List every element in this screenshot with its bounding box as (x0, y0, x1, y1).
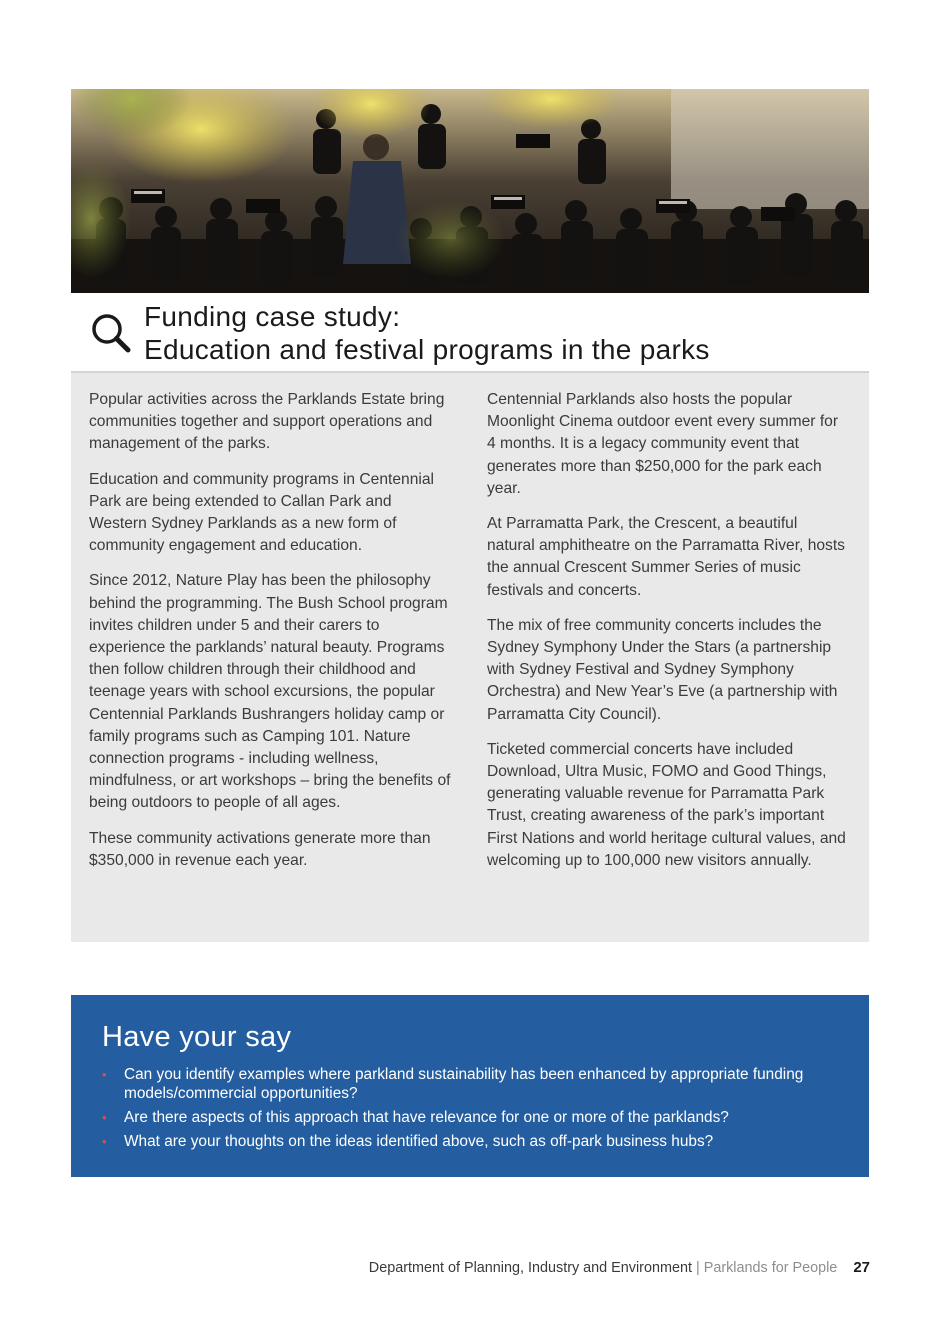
have-your-say-title: Have your say (102, 1021, 292, 1053)
question-list (102, 1065, 842, 1156)
orchestra-photo (71, 89, 869, 293)
question-text: Can you identify examples where parkland sustainability has been enhanced by appropriate funding models/commercial opportunities? (124, 1066, 804, 1102)
paragraph: These community activations generate more than $350,000 in revenue each year. (89, 829, 431, 869)
question-item (102, 1065, 842, 1103)
page-footer (369, 1259, 870, 1276)
question-item (102, 1108, 842, 1127)
footer-separator: | (695, 1260, 700, 1276)
case-study-panel (71, 371, 869, 942)
bullet-icon: • (102, 1067, 107, 1082)
heading-line-1: Funding case study: (144, 301, 401, 332)
paragraph: Ticketed commercial concerts have included Download, Ultra Music, FOMO and Good Things, generating valuable revenue for Parramatta Park Trust, creating awareness of the park’s important First Nations and world heritage cultural values, and welcoming up to 100,000 new visitors annually. (487, 740, 846, 869)
paragraph: Education and community programs in Centennial Park are being extended to Callan Park and Western Sydney Parklands as a new form of community engagement and education. (89, 470, 434, 555)
paragraph: The mix of free community concerts includes the Sydney Symphony Under the Stars (a partnership with Sydney Festival and Sydney Symphony Orchestra) and New Year’s Eve (a partnership with Parramatta City Council). (487, 616, 838, 723)
bullet-icon: • (102, 1134, 107, 1149)
bullet-icon: • (102, 1110, 107, 1125)
question-text: What are your thoughts on the ideas identified above, such as off-park business hubs? (124, 1133, 714, 1150)
page-number: 27 (853, 1259, 870, 1276)
footer-document-title: Parklands for People (703, 1260, 838, 1276)
paragraph: Centennial Parklands also hosts the popular Moonlight Cinema outdoor event every summer for 4 months. It is a legacy community event that generates more than $250,000 for the park each year. (487, 391, 839, 497)
left-column (89, 389, 451, 885)
right-column (487, 389, 849, 885)
paragraph: Popular activities across the Parklands Estate bring communities together and support operations and management of the parks. (89, 391, 445, 453)
paragraph: At Parramatta Park, the Crescent, a beautiful natural amphitheatre on the Parramatta River, hosts the annual Crescent Summer Series of music festivals and concerts. (487, 515, 845, 599)
magnifier-icon (89, 311, 133, 355)
paragraph: Since 2012, Nature Play has been the philosophy behind the programming. The Bush School program invites children under 5 and their carers to experience the parklands’ natural beauty. Programs then follow children through their childhood and teenage years with school excursions, the popular Centennial Parklands Bushrangers holiday camp or family programs such as Camping 101. Nature connection programs - including wellness, mindfulness, or art workshops – bring the benefits of being outdoors to people of all ages. (89, 572, 451, 812)
heading-line-2: Education and festival programs in the parks (144, 334, 710, 365)
have-your-say-panel (71, 995, 869, 1177)
question-text: Are there aspects of this approach that have relevance for one or more of the parklands? (124, 1109, 729, 1126)
orchestra-illustration (71, 89, 869, 293)
question-item (102, 1132, 842, 1151)
case-study-heading (71, 293, 869, 371)
footer-department: Department of Planning, Industry and Environment (368, 1260, 692, 1276)
